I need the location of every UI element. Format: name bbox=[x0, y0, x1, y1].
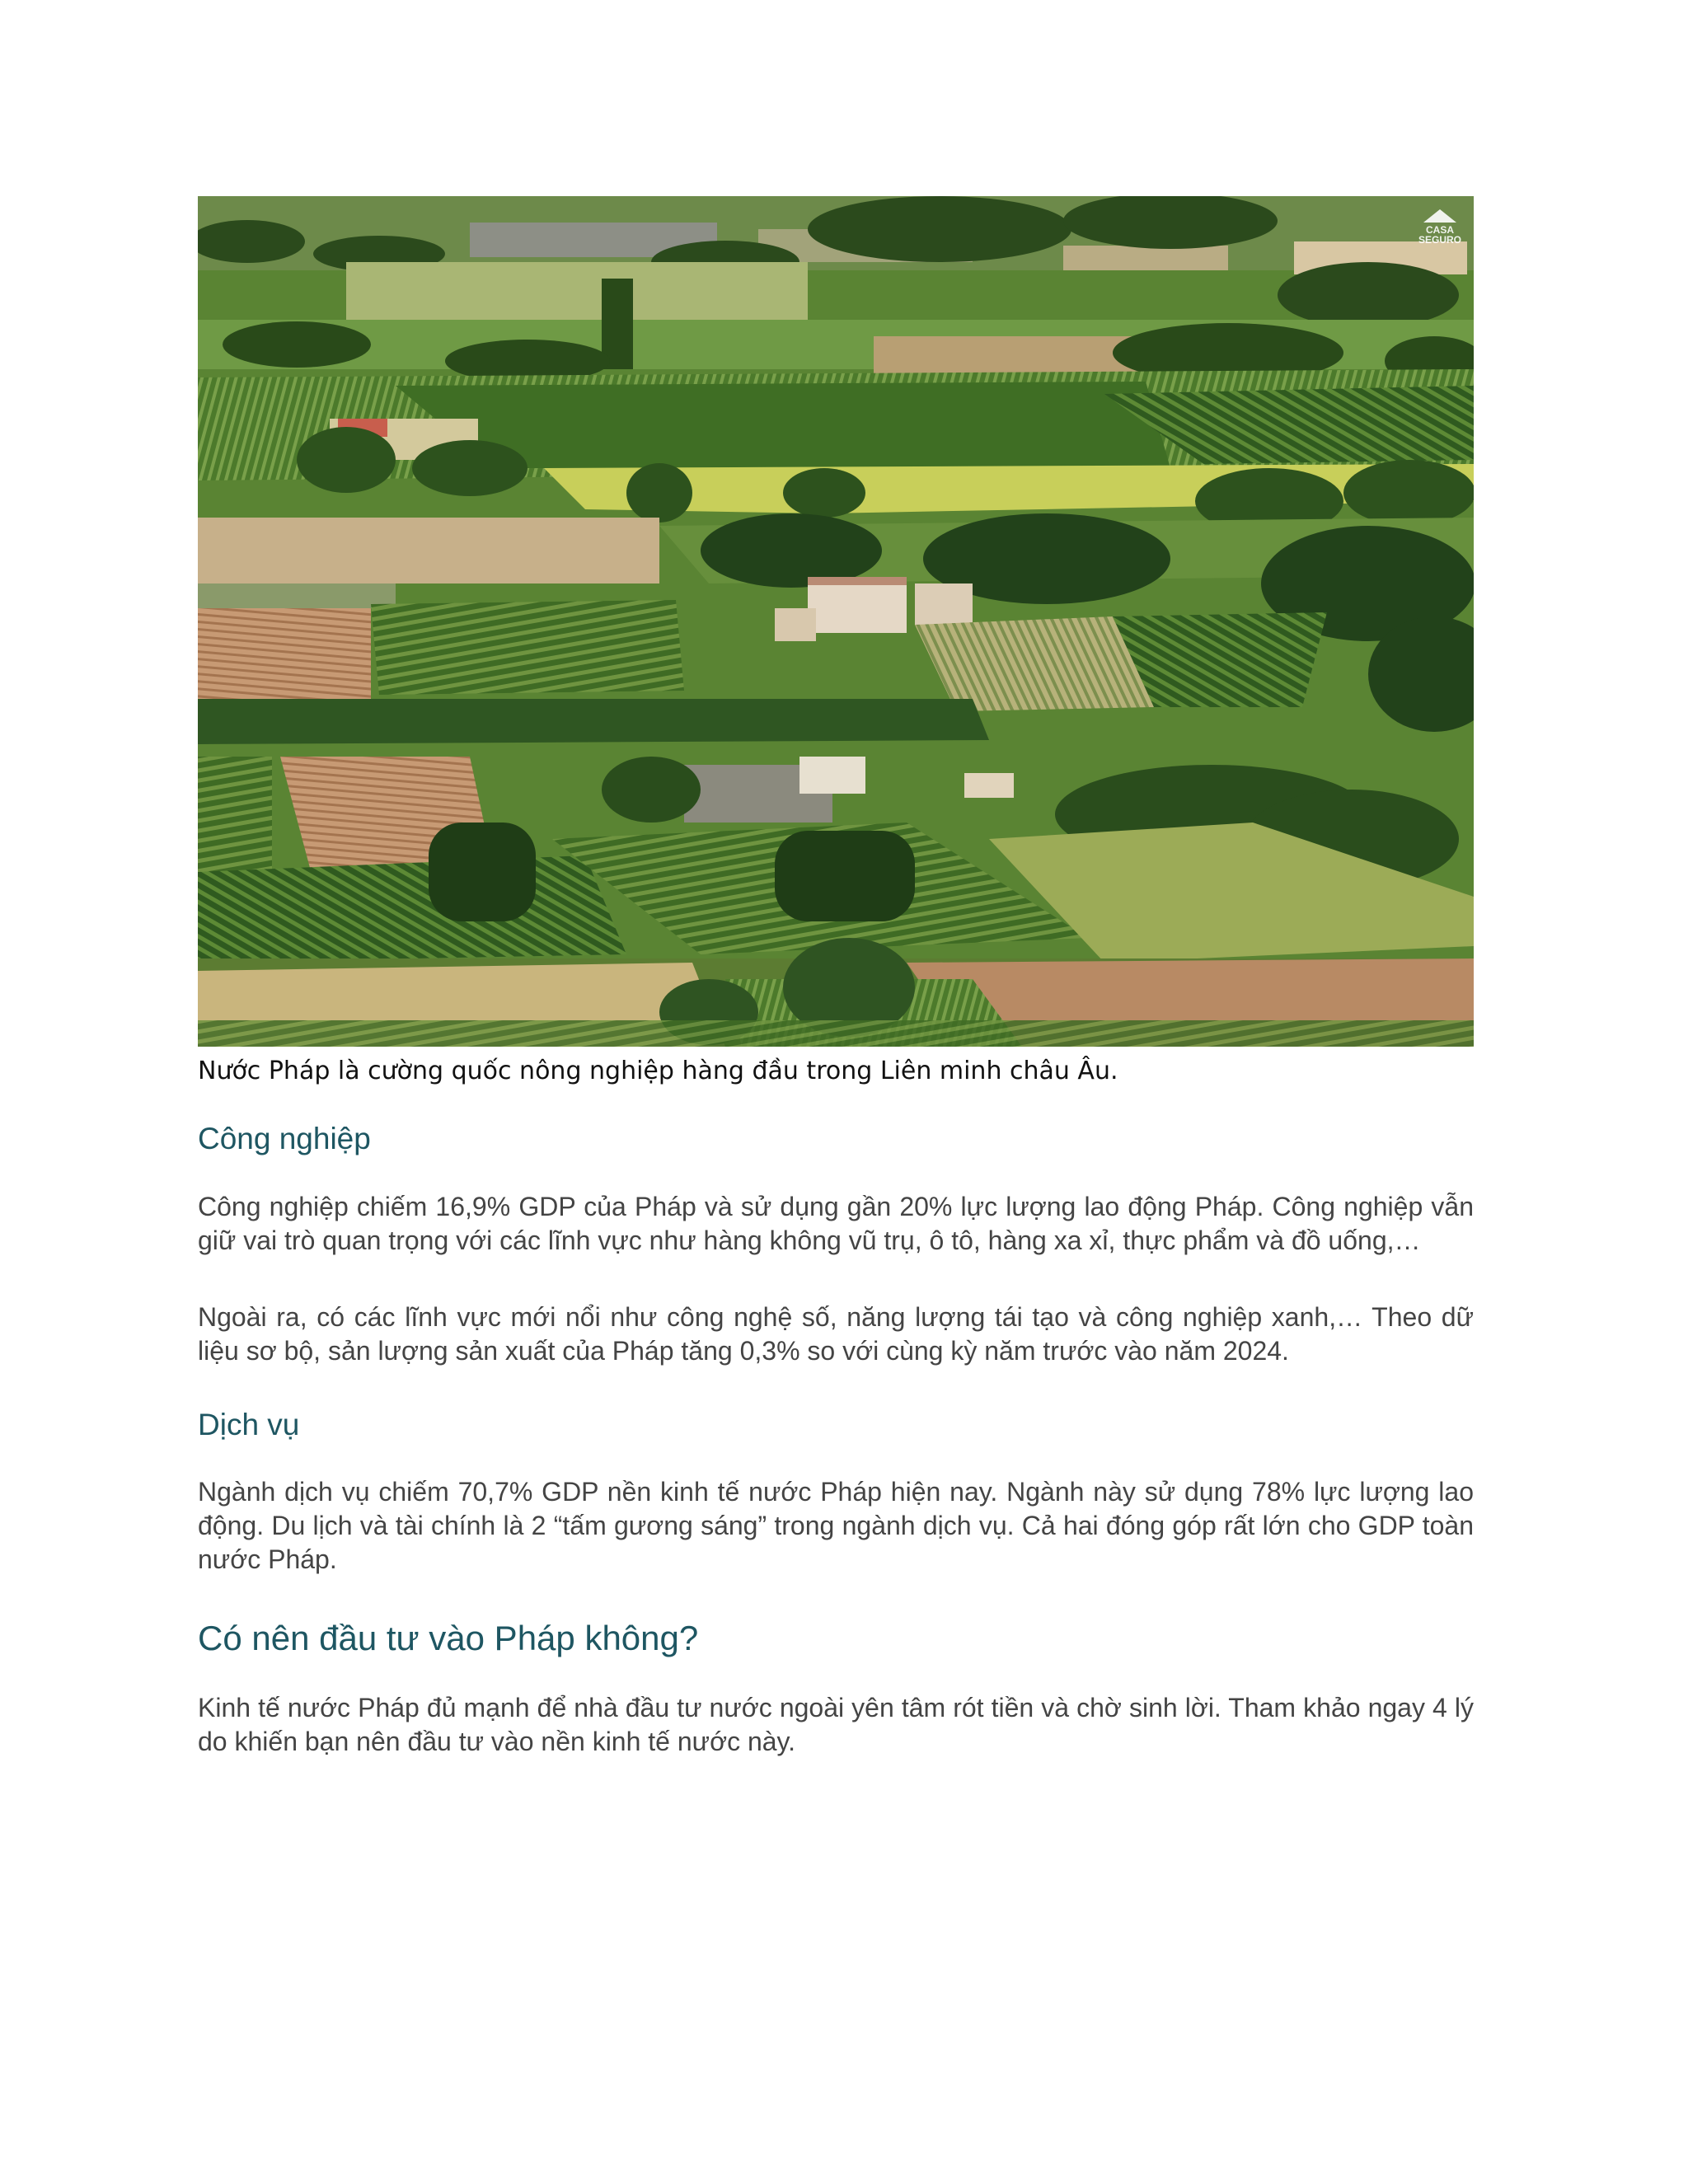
paragraph-dau-tu: Kinh tế nước Pháp đủ mạnh để nhà đầu tư nước ngoài yên tâm rót tiền và chờ sinh lời. Tham khảo ngay 4 lý do khiến bạn nên đầu tư vào nền kinh tế nước này. bbox=[198, 1693, 1474, 1756]
farmland-photo bbox=[198, 196, 1474, 1047]
paragraph-cong-nghiep-1: Công nghiệp chiếm 16,9% GDP của Pháp và sử dụng gần 20% lực lượng lao động Pháp. Công nghiệp vẫn giữ vai trò quan trọng với các lĩnh vực như hàng không vũ trụ, ô tô, hàng xa xỉ, thực phẩm và đồ uống,… bbox=[198, 1192, 1474, 1255]
heading-dich-vu: Dịch vụ bbox=[198, 1408, 300, 1441]
watermark-line-1: CASA bbox=[1425, 224, 1454, 236]
document-page bbox=[198, 196, 1474, 1759]
heading-cong-nghiep: Công nghiệp bbox=[198, 1122, 371, 1155]
heading-co-nen-dau-tu: Có nên đầu tư vào Pháp không? bbox=[198, 1619, 699, 1657]
house-logo-icon bbox=[1423, 209, 1456, 223]
paragraph-dich-vu: Ngành dịch vụ chiếm 70,7% GDP nền kinh tế nước Pháp hiện nay. Ngành này sử dụng 78% lực lượng lao động. Du lịch và tài chính là 2 “tấm gương sáng” trong ngành dịch vụ. Cả hai đóng góp rất lớn cho GDP toàn nước Pháp. bbox=[198, 1477, 1474, 1574]
casa-seguro-logo bbox=[1411, 209, 1469, 245]
figure-caption: Nước Pháp là cường quốc nông nghiệp hàng đầu trong Liên minh châu Âu. bbox=[198, 1057, 1118, 1085]
paragraph-cong-nghiep-2: Ngoài ra, có các lĩnh vực mới nổi như công nghệ số, năng lượng tái tạo và công nghiệp xanh,… Theo dữ liệu sơ bộ, sản lượng sản xuất của Pháp tăng 0,3% so với cùng kỳ năm trước vào năm 2024. bbox=[198, 1302, 1474, 1366]
watermark-line-2: SEGURO bbox=[1418, 234, 1461, 246]
farmland-illustration bbox=[198, 196, 1474, 1047]
